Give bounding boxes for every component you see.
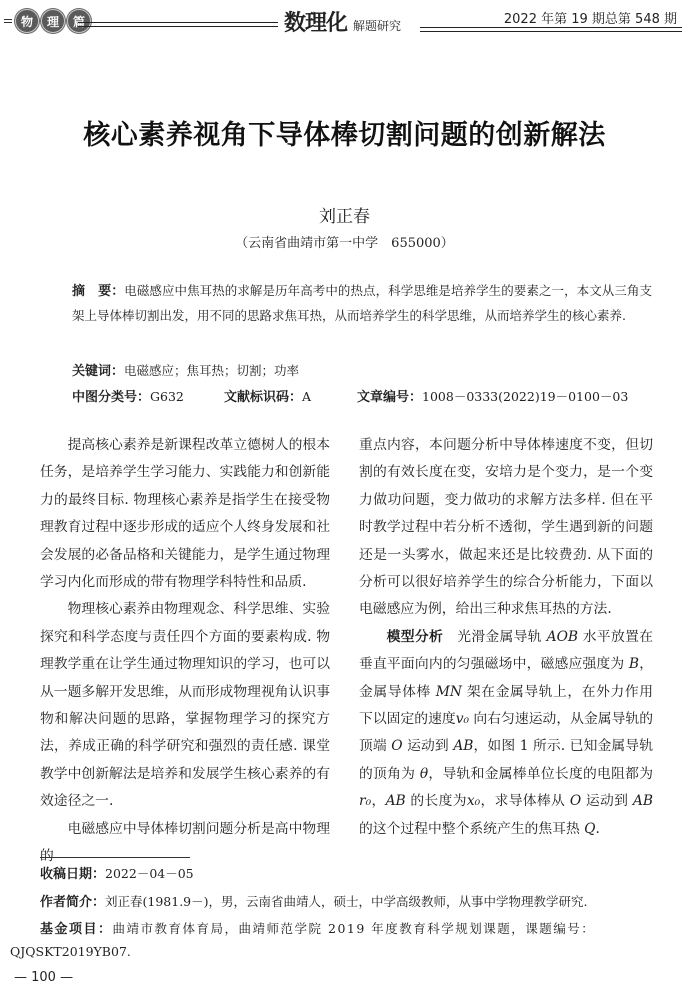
math-symbol: O [391,738,403,755]
text-run: 的长度为 [405,793,467,810]
bio-label: 作者简介： [40,895,106,910]
article-title: 核心素养视角下导体棒切割问题的创新解法 [83,120,606,151]
text-run: . [595,820,600,837]
keywords-text: 电磁感应；焦耳热；切割；功率 [124,363,300,378]
clc-number [72,386,224,405]
fund-label: 基金项目： [40,922,113,937]
abstract-label: 摘 要： [72,284,125,299]
clc-value: G632 [150,389,184,404]
body-paragraph: 重点内容，本问题分析中导体棒速度不变，但切割的有效长度在变，安培力是个变力，是一个变力做功问题，变力做功的求解方法多样. 但在平时教学过程中若分析不透彻，学生遇到新的问题还是一头雾水，做起来还是比较费劲. 从下面的分析可以很好培养学生的综合分析能力，下面以电磁感应为例，给出三种求焦耳热的方法. [359,437,653,618]
journal-title: 数理化 [284,11,348,36]
math-symbol: r₀ [359,793,372,810]
footnote-author-bio [40,891,587,910]
text-run: 架在金属导轨上，在外力作用下以固定的速度 [359,683,653,728]
text-run: ， [371,793,386,810]
text-run: ，导轨和金属棒单位长度的电阻都为 [428,765,654,782]
abstract-text: 电磁感应中焦耳热的求解是历年高考中的热点，科学思维是培养学生的要素之一，本文从三角支架上导体棒切割出发，用不同的思路求焦耳热，从而培养学生的科学思维，从而培养学生的核心素养. [72,283,652,323]
math-symbol: AB [632,793,654,810]
page-number: — 100 — [14,970,74,985]
footnote-received [40,863,194,882]
section-badge-pian: 篇 [67,9,91,33]
footnote-divider [40,857,190,858]
text-run: 的这个过程中整个系统产生的焦耳热 [359,820,585,837]
text-run: ，求导体棒从 [480,793,570,810]
bio-value: 刘正春(1981.9－)，男，云南省曲靖人，硕士，中学高级教师，从事中学物理教学研究. [105,894,588,909]
body-paragraph: 物理核心素养由物理观念、科学思维、实验探究和科学态度与责任四个方面的要素构成. 物理教学重在让学生通过物理知识的学习，也可以从一题多解开发思维，从而形成物理视角认识事物和解决问题的思路，掌握物理学习的探究方法，养成正确的科学研究和强烈的责任感. 课堂教学中创新解法是培养和发展学生核心素养的有效途径之一. [40,601,330,810]
header-rule-left [78,22,278,27]
body-column-left [40,432,330,871]
body-column-right [359,432,653,843]
model-analysis-paragraph [359,624,653,843]
text-run: 运动到 [402,738,454,755]
doc-code-label: 文献标识码： [224,390,303,405]
article-no-label: 文章编号： [357,390,423,405]
text-run: ，如图 1 所示. 已知金属导轨的顶角为 [359,738,653,782]
header-dash [4,19,12,23]
footnote-fund [40,918,670,937]
math-symbol: MN [435,683,462,700]
received-value: 2022－04－05 [105,866,194,881]
article-number [357,386,628,405]
received-label: 收稿日期： [40,867,106,882]
fund-value: 曲靖市教育体育局，曲靖师范学院 2019 年度教育科学规划课题，课题编号： [112,921,596,936]
body-paragraph: 提高核心素养是新课程改革立德树人的根本任务，是培养学生学习能力、实践能力和创新能力的最终目标. 物理核心素养是指学生在接受物理教育过程中逐步形成的适应个人终身发展和社会发展的必备品格和关键能力，是学生通过物理学习内化而形成的带有物理学科特性和品质. [40,437,330,591]
section-badge-wu: 物 [15,9,39,33]
abstract [72,279,652,328]
text-run: 光滑金属导轨 [443,628,547,645]
article-no-value: 1008－0333(2022)19－0100－03 [422,389,629,404]
keywords [72,360,299,379]
math-symbol: B [628,656,640,673]
text-run: 向右匀速运动，从金属导轨的顶端 [359,711,653,755]
math-symbol: O [569,793,582,810]
text-run: 水平放置在垂直平面向内的匀强磁场中，磁感应强度为 [359,628,654,673]
journal-subtitle: 解题研究 [353,19,402,33]
math-symbol: θ [419,765,429,782]
math-symbol: AOB [546,628,579,645]
header-rule-right [420,27,682,32]
section-badge-group [4,8,93,34]
keywords-label: 关键词： [72,364,125,379]
issue-info: 2022 年第 19 期总第 548 期 [503,12,677,27]
author-affiliation: （云南省曲靖市第一中学 655000） [235,236,454,251]
model-analysis-label: 模型分析 [386,628,444,645]
clc-label: 中图分类号： [72,390,151,405]
text-run: 运动到 [581,793,633,810]
document-code [224,386,357,405]
journal-masthead [284,6,401,37]
math-symbol: AB [453,738,474,755]
section-badge-li: 理 [41,9,65,33]
author-name: 刘正春 [319,207,370,227]
classification-row [72,386,652,405]
text-run: ，金属导体棒 [359,656,653,700]
fund-code: QJQSKT2019YB07. [10,944,131,959]
math-symbol: v₀ [455,711,470,728]
body-paragraph: 电磁感应中导体棒切割问题分析是高中物理的 [40,820,330,865]
doc-code-value: A [302,389,312,404]
math-symbol: AB [385,793,406,810]
math-symbol: x₀ [466,793,481,810]
math-symbol: Q [584,820,596,837]
